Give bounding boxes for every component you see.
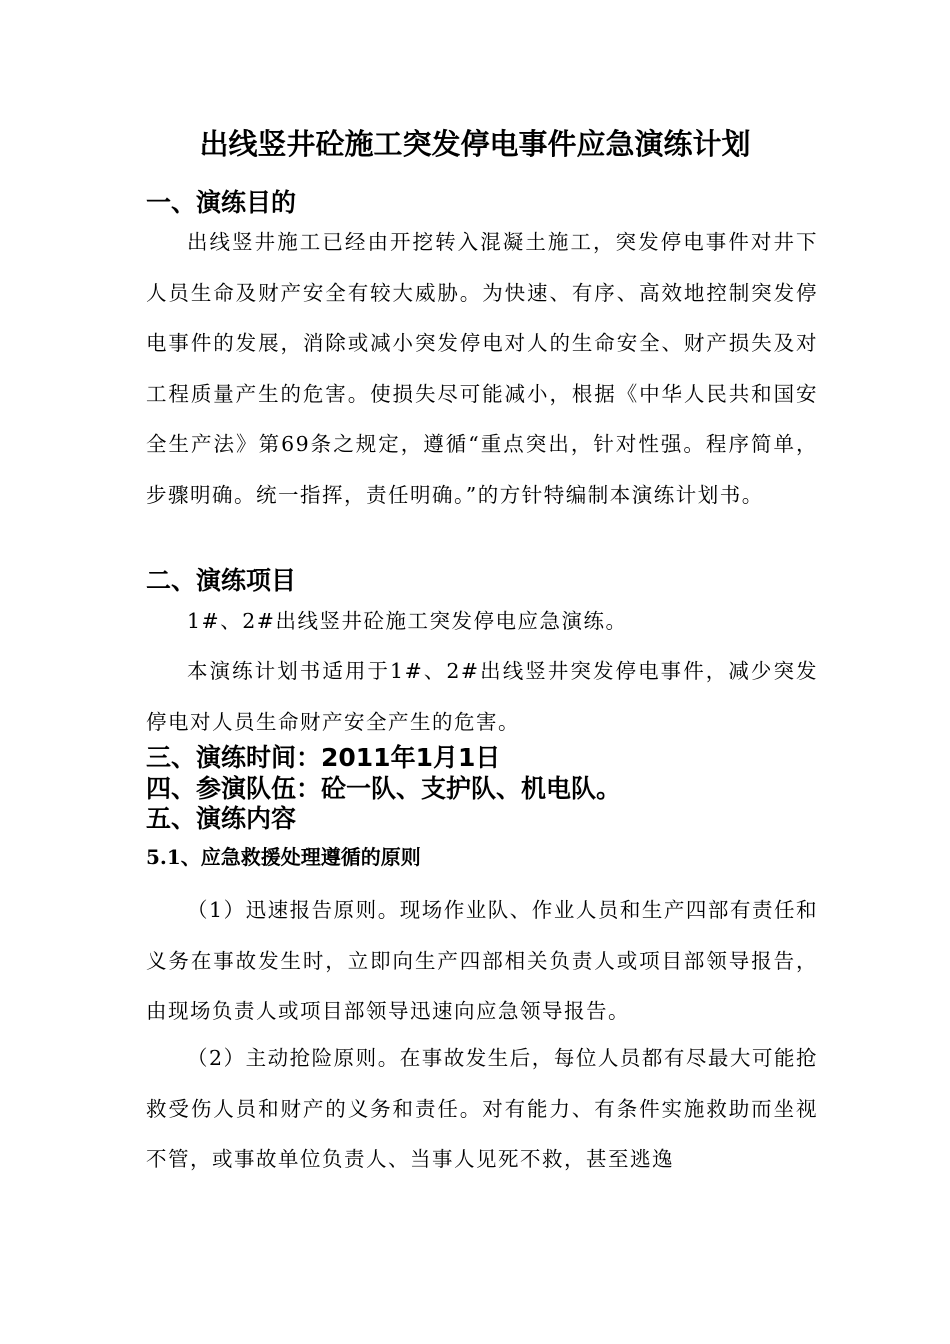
section-5-1-paragraph-2: （2）主动抢险原则。在事故发生后，每位人员都有尽最大可能抢救受伤人员和财产的义务和责任。对有能力、有条件实施救助而坐视不管，或事故单位负责人、当事人见死不救，甚至逃逸 [146,1046,818,1171]
section-5-1-paragraph-1: （1）迅速报告原则。现场作业队、作业人员和生产四部有责任和义务在事故发生时，立即向生产四部相关负责人或项目部领导报告，由现场负责人或项目部领导迅速向应急领导报告。 [146,898,818,1023]
document-title: 出线竖井砼施工突发停电事件应急演练计划 [199,127,751,161]
section-5-1-heading: 5.1、应急救援处理遵循的原则 [146,845,421,869]
section-1-paragraph: 出线竖井施工已经由开挖转入混凝土施工，突发停电事件对井下人员生命及财产安全有较大威胁。为快速、有序、高效地控制突发停电事件的发展，消除或减小突发停电对人的生命安全、财产损失及对工程质量产生的危害。使损失尽可能减小，根据《中华人民共和国安全生产法》第69条之规定，遵循“重点突出，针对性强。程序简单，步骤明确。统一指挥，责任明确。”的方针特编制本演练计划书。 [146,230,818,507]
section-2-paragraph-1: 1#、2#出线竖井砼施工突发停电应急演练。 [187,609,628,633]
section-4-heading: 四、参演队伍：砼一队、支护队、机电队。 [146,774,622,803]
section-3-heading: 三、演练时间：2011年1月1日 [146,743,501,772]
section-2-paragraph-2: 本演练计划书适用于1#、2#出线竖井突发停电事件，减少突发停电对人员生命财产安全产生的危害。 [146,659,818,734]
section-5-heading: 五、演练内容 [146,804,297,833]
section-2-heading: 二、演练项目 [146,566,297,595]
section-1-heading: 一、演练目的 [146,188,297,217]
